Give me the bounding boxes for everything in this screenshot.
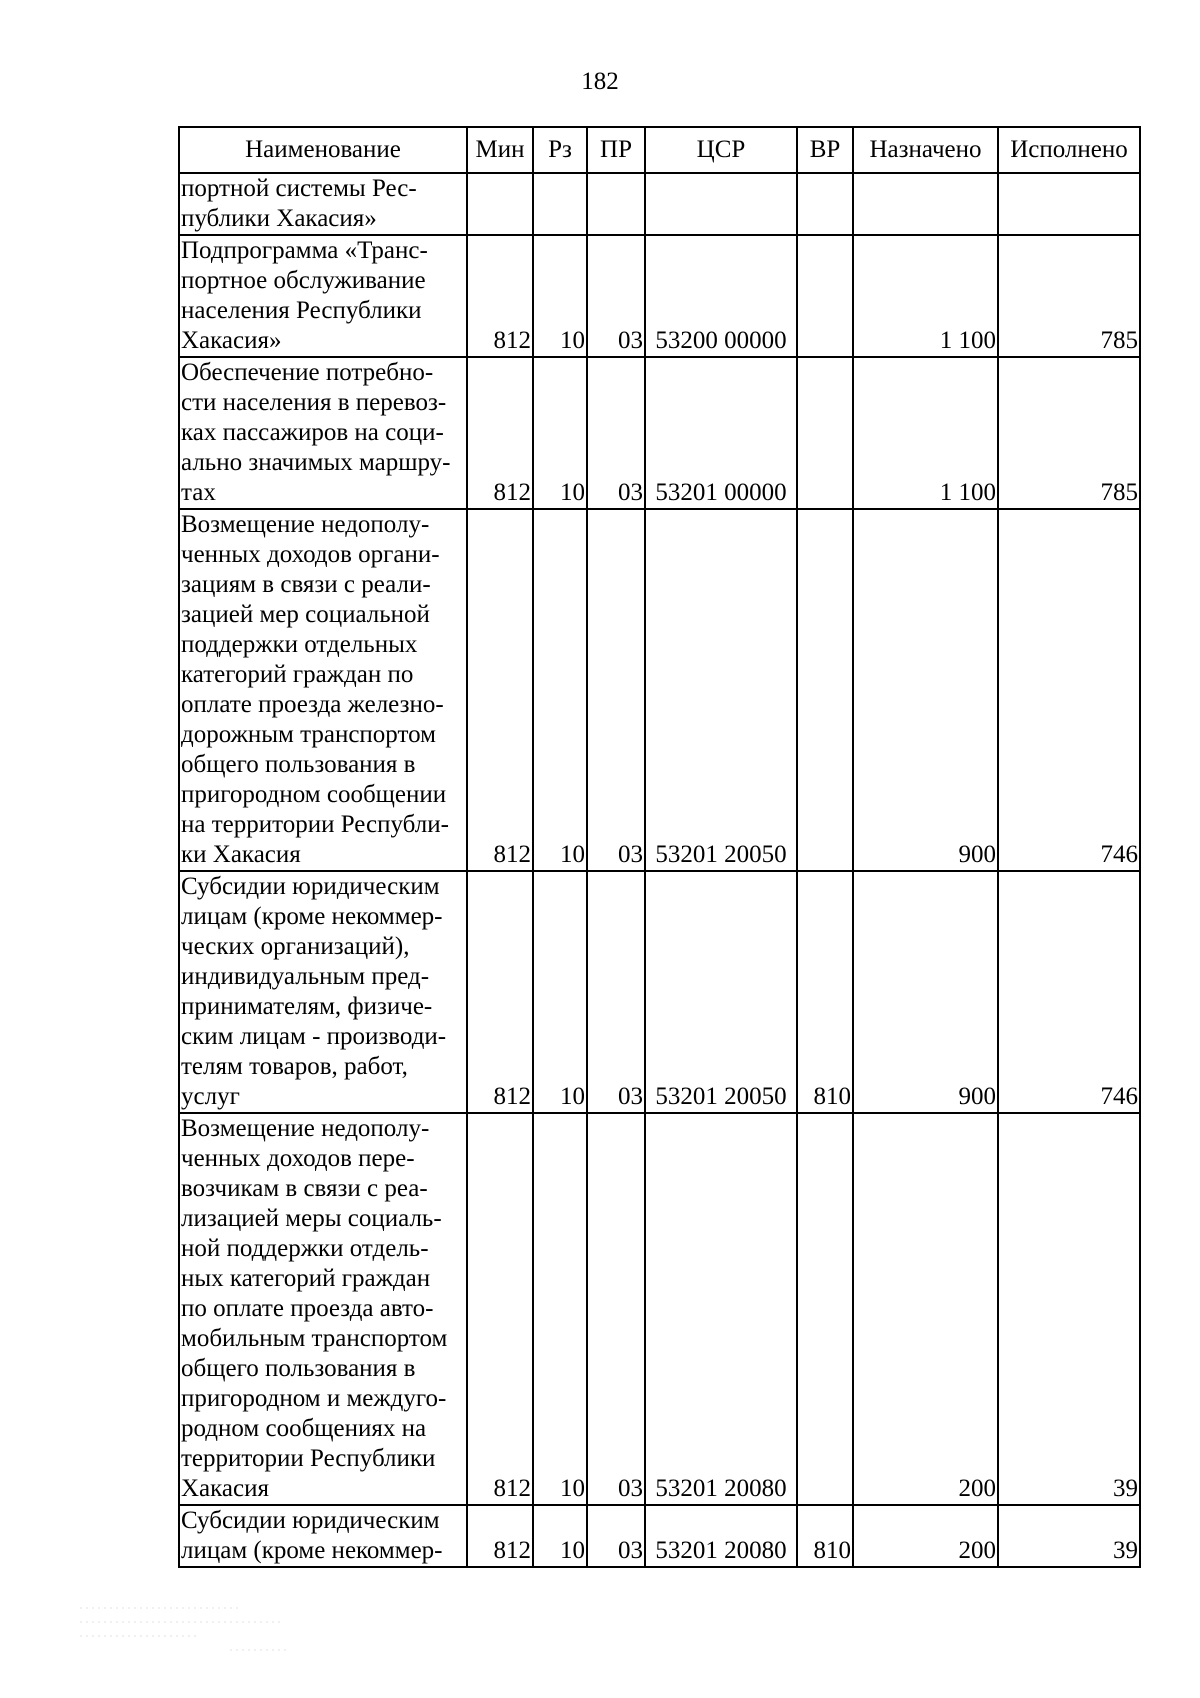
table-row [179,871,1140,1113]
name-cell [179,509,467,871]
rz-header: Рз [533,127,587,173]
pr-cell: 03 [587,235,645,357]
csr-cell [645,173,797,235]
rz-cell: 10 [533,357,587,509]
name-line: лизацией меры социаль- [181,1205,442,1232]
min-cell: 812 [467,871,533,1113]
name-line: тах [181,479,216,506]
name-line: территории Республики [181,1445,436,1472]
csr-header: ЦСР [645,127,797,173]
executed-cell: 785 [998,235,1140,357]
csr-cell: 53201 00000 [645,357,797,509]
name-line: населения Республики [181,297,422,324]
name-line: лицам (кроме некоммер- [181,903,443,930]
pr-cell: 03 [587,871,645,1113]
assigned-cell: 1 100 [853,357,998,509]
rz-cell: 10 [533,1113,587,1505]
name-line: Возмещение недополу- [181,511,430,538]
name-line: возчикам в связи с реа- [181,1175,428,1202]
vr-cell [797,509,853,871]
name-line: ально значимых маршру- [181,449,451,476]
name-line: на территории Республи- [181,811,449,838]
csr-cell: 53201 20080 [645,1505,797,1567]
vr-header: ВР [797,127,853,173]
assigned-header: Назначено [853,127,998,173]
name-line: лицам (кроме некоммер- [181,1537,443,1564]
name-line: ченных доходов органи- [181,541,440,568]
executed-cell [998,173,1140,235]
pr-cell: 03 [587,509,645,871]
rz-cell [533,173,587,235]
name-line: ским лицам - производи- [181,1023,447,1050]
executed-cell: 785 [998,357,1140,509]
name-cell [179,871,467,1113]
name-line: пригородном и междуго- [181,1385,447,1412]
min-header: Мин [467,127,533,173]
assigned-cell: 200 [853,1505,998,1567]
table-row [179,173,1140,235]
executed-header: Исполнено [998,127,1140,173]
name-line: мобильным транспортом [181,1325,448,1352]
csr-cell: 53200 00000 [645,235,797,357]
name-line: по оплате проезда авто- [181,1295,434,1322]
table-row [179,357,1140,509]
min-cell: 812 [467,1113,533,1505]
name-line: ках пассажиров на соци- [181,419,444,446]
assigned-cell: 1 100 [853,235,998,357]
executed-cell: 746 [998,509,1140,871]
vr-cell [797,235,853,357]
name-line: поддержки отдельных [181,631,418,658]
pr-cell: 03 [587,357,645,509]
scan-artifact [80,1600,300,1660]
name-line: публики Хакасия» [181,205,377,232]
min-cell: 812 [467,1505,533,1567]
name-line: пригородном сообщении [181,781,447,808]
name-cell [179,1505,467,1567]
name-line: категорий граждан по [181,661,414,688]
name-line: портной системы Рес- [181,175,417,202]
page-number: 182 [581,68,619,95]
name-line: ченных доходов пере- [181,1145,415,1172]
name-cell [179,173,467,235]
vr-cell: 810 [797,871,853,1113]
min-cell [467,173,533,235]
rz-cell: 10 [533,235,587,357]
executed-cell: 746 [998,871,1140,1113]
pr-cell: 03 [587,1505,645,1567]
budget-table [178,126,1141,1568]
name-line: Обеспечение потребно- [181,359,434,386]
name-line: сти населения в перевоз- [181,389,447,416]
name-line: услуг [181,1083,240,1110]
name-line: Хакасия» [181,327,282,354]
pr-cell: 03 [587,1113,645,1505]
table-row [179,509,1140,871]
assigned-cell: 200 [853,1113,998,1505]
min-cell: 812 [467,235,533,357]
rz-cell: 10 [533,871,587,1113]
csr-cell: 53201 20050 [645,871,797,1113]
name-line: принимателям, физиче- [181,993,433,1020]
name-line: Субсидии юридическим [181,1507,440,1534]
rz-cell: 10 [533,509,587,871]
name-line: ных категорий граждан [181,1265,431,1292]
name-line: индивидуальным пред- [181,963,430,990]
table-header-row [179,127,1140,173]
name-cell [179,235,467,357]
name-line: ки Хакасия [181,841,301,868]
pr-header: ПР [587,127,645,173]
name-line: общего пользования в [181,1355,416,1382]
min-cell: 812 [467,357,533,509]
name-line: Подпрограмма «Транс- [181,237,428,264]
name-cell [179,1113,467,1505]
executed-cell: 39 [998,1505,1140,1567]
name-line: зацией мер социальной [181,601,430,628]
name-line: оплате проезда железно- [181,691,444,718]
name-line: родном сообщениях на [181,1415,427,1442]
table-row [179,235,1140,357]
vr-cell: 810 [797,1505,853,1567]
vr-cell [797,357,853,509]
assigned-cell [853,173,998,235]
name-line: портное обслуживание [181,267,426,294]
name-line: Субсидии юридическим [181,873,440,900]
name-line: телям товаров, работ, [181,1053,408,1080]
csr-cell: 53201 20050 [645,509,797,871]
executed-cell: 39 [998,1113,1140,1505]
name-line: ческих организаций), [181,933,410,960]
name-line: Хакасия [181,1475,269,1502]
table-row [179,1113,1140,1505]
name-line: зациям в связи с реали- [181,571,431,598]
table-row [179,1505,1140,1567]
name-line: Возмещение недополу- [181,1115,430,1142]
name-line: общего пользования в [181,751,416,778]
pr-cell [587,173,645,235]
name-cell [179,357,467,509]
name-line: ной поддержки отдель- [181,1235,429,1262]
name-header: Наименование [179,127,467,173]
csr-cell: 53201 20080 [645,1113,797,1505]
table-body [179,173,1140,1567]
vr-cell [797,1113,853,1505]
min-cell: 812 [467,509,533,871]
vr-cell [797,173,853,235]
assigned-cell: 900 [853,871,998,1113]
name-line: дорожным транспортом [181,721,436,748]
rz-cell: 10 [533,1505,587,1567]
assigned-cell: 900 [853,509,998,871]
